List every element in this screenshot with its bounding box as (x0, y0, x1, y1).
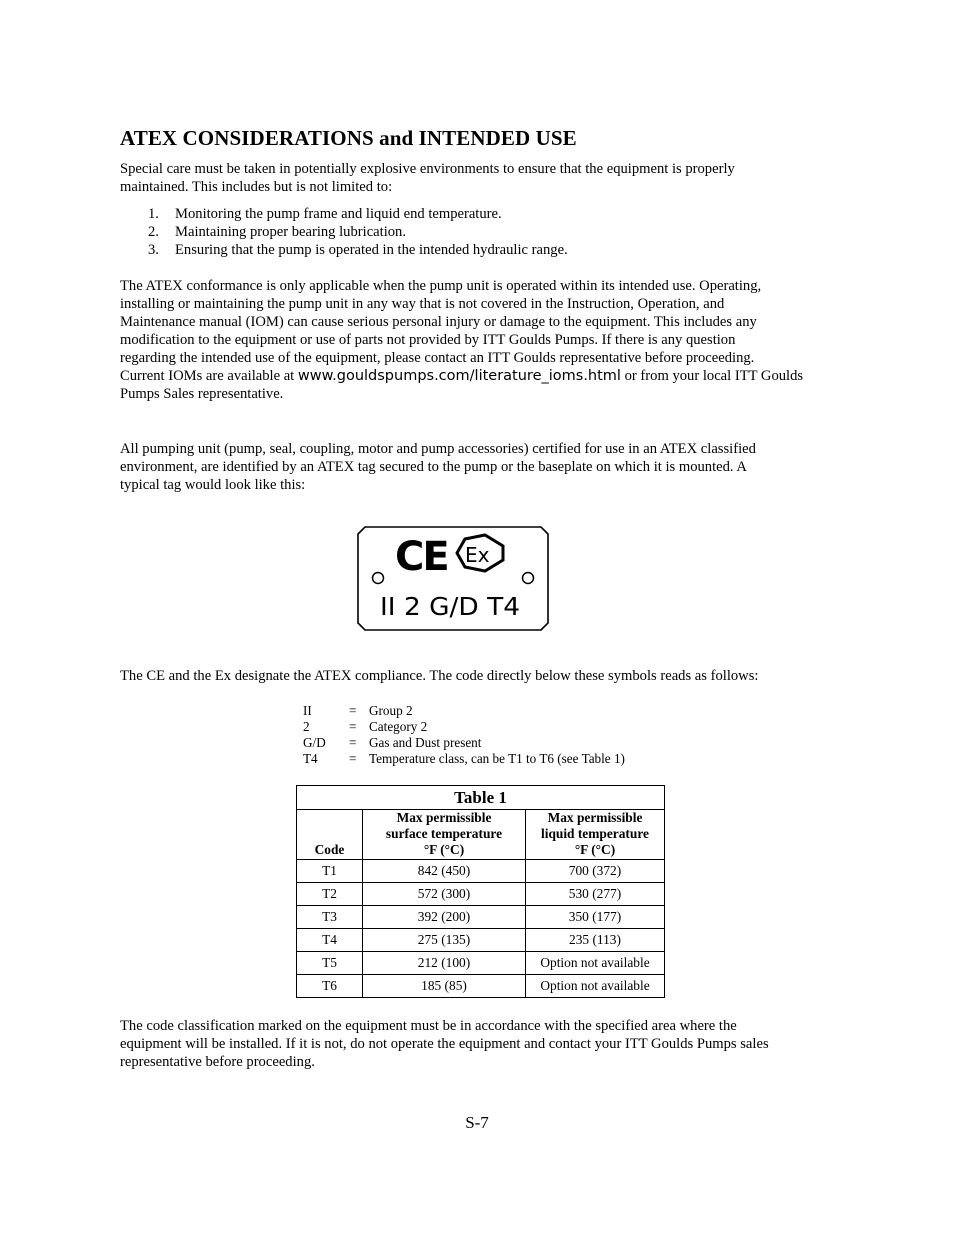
classification-paragraph: The code classification marked on the equipment must be in accordance with the specified area where the equipment will be installed. If it is not, do not operate the equipment and contact your ITT Goulds Pumps sales representative before proceeding. (120, 1018, 769, 1070)
ce-mark-icon: CE (395, 534, 448, 580)
intro-paragraph: Special care must be taken in potentially explosive environments to ensure that the equipment is properly maintained. This includes but is not limited to: (120, 161, 735, 195)
legend-row: T4 = Temperature class, can be T1 to T6 (see Table 1) (303, 751, 625, 766)
code-legend (303, 703, 625, 767)
svg-text:Ex: Ex (465, 543, 490, 567)
legend-row: 2 = Category 2 (303, 719, 428, 734)
mount-hole-icon (373, 573, 384, 584)
page-number: S-7 (465, 1113, 489, 1132)
legend-row: G/D = Gas and Dust present (303, 735, 482, 750)
atex-tag-image (357, 526, 549, 631)
header-code: Code (297, 810, 363, 860)
table-caption: Table 1 (297, 786, 665, 810)
conformance-paragraph: The ATEX conformance is only applicable when the pump unit is operated within its intended use. Operating, installing or maintaining the pump unit in any way that is not covered in the Instruction, Operation, and Maintenance manual (IOM) can cause serious personal injury or damage to the equipment. This includes any modification to the equipment or use of parts not provided by ITT Goulds Pumps. If there is any question regarding the intended use of the equipment, please contact an ITT Goulds representative before proceeding. Current IOMs are available at www.gouldspumps.com/literature_ioms.html or from your local ITT Goulds Pumps Sales representative. (120, 278, 804, 402)
ex-mark-icon (457, 535, 503, 571)
compliance-paragraph: The CE and the Ex designate the ATEX compliance. The code directly below these symbols reads as follows: (120, 668, 759, 684)
page-title: ATEX CONSIDERATIONS and INTENDED USE (120, 126, 577, 150)
tag-paragraph: All pumping unit (pump, seal, coupling, motor and pump accessories) certified for use in an ATEX classified environment, are identified by an ATEX tag secured to the pump or the baseplate on which it is mounted. A typical tag would look like this: (120, 441, 756, 493)
table-row: T1 842 (450) 700 (372) (297, 860, 665, 883)
table-row: T4 275 (135) 235 (113) (297, 929, 665, 952)
list-item: 1. Monitoring the pump frame and liquid end temperature. (148, 206, 502, 222)
tag-code-text: II 2 G/D T4 (380, 592, 520, 621)
list-item: 2. Maintaining proper bearing lubrication. (148, 224, 406, 240)
mount-hole-icon (523, 573, 534, 584)
table-row: T5 212 (100) Option not available (297, 952, 665, 975)
table-row: T6 185 (85) Option not available (297, 975, 665, 998)
requirements-list (148, 205, 568, 259)
iom-link[interactable]: www.gouldspumps.com/literature_ioms.html (297, 368, 621, 384)
temperature-class-table (296, 785, 665, 998)
header-liquid-temp: Max permissible liquid temperature °F (°C) (526, 810, 665, 860)
table-row: T3 392 (200) 350 (177) (297, 906, 665, 929)
header-surface-temp: Max permissible surface temperature °F (°C) (363, 810, 526, 860)
table-row: T2 572 (300) 530 (277) (297, 883, 665, 906)
legend-row: II = Group 2 (303, 703, 413, 718)
list-item: 3. Ensuring that the pump is operated in the intended hydraulic range. (148, 242, 568, 258)
table-header-row (297, 810, 665, 860)
